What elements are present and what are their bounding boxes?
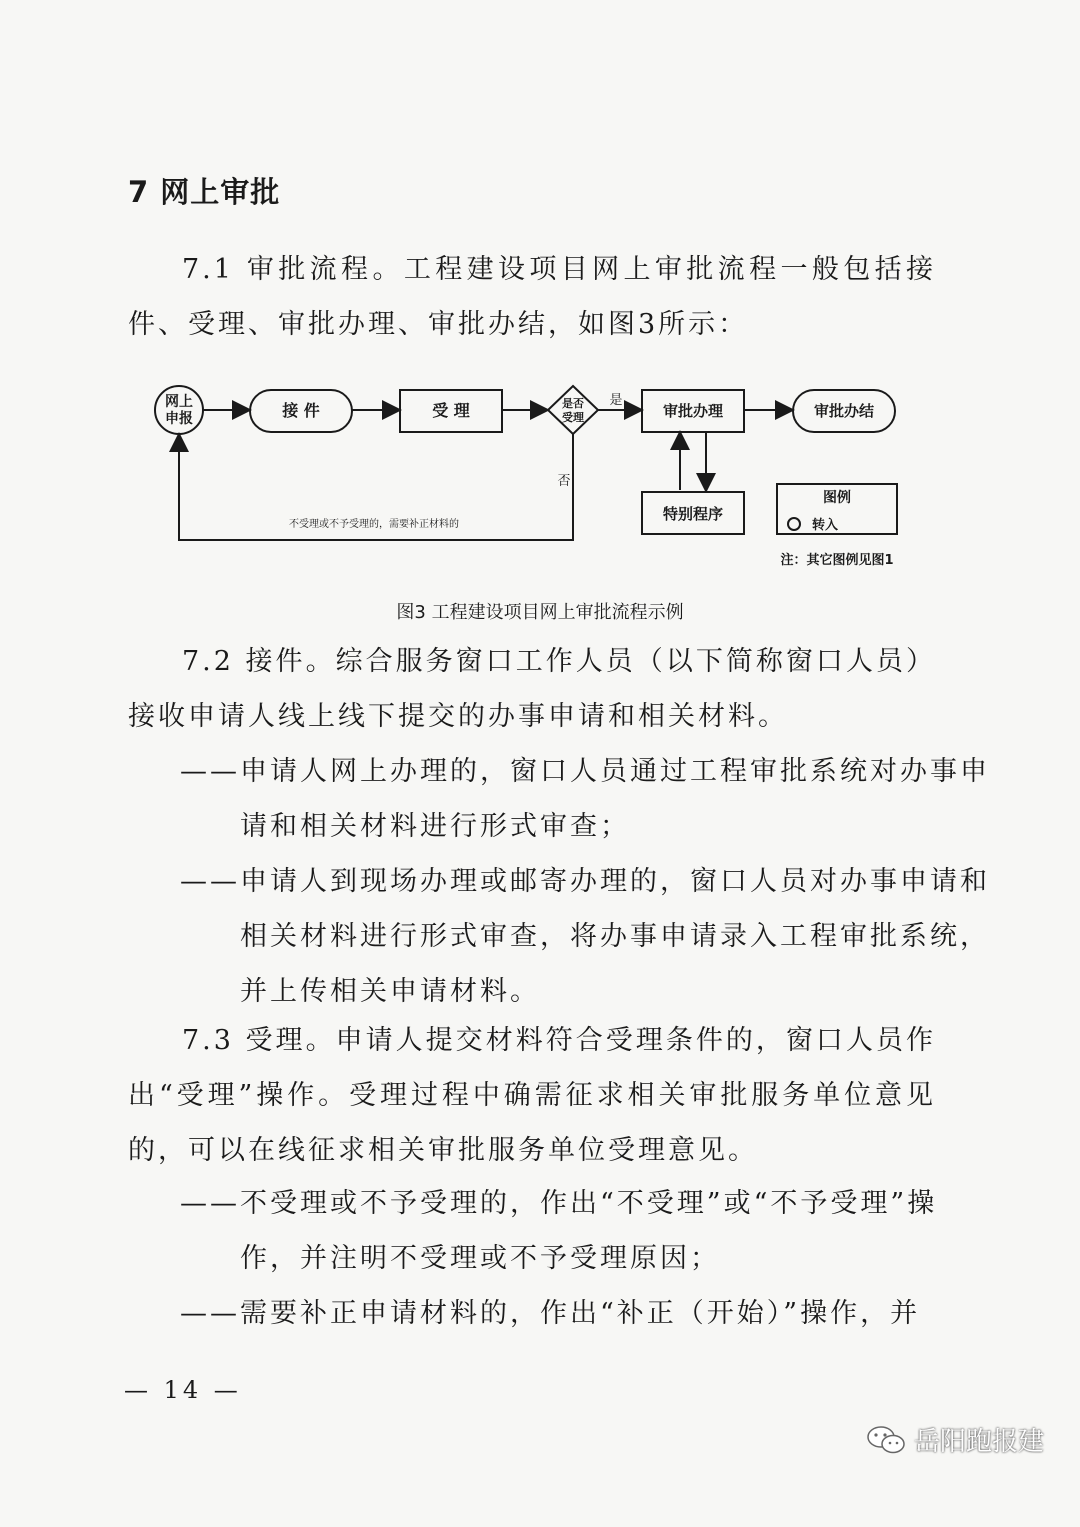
legend-title: 图例 <box>823 490 851 506</box>
section-heading: 7 网上审批 <box>128 175 281 209</box>
paragraph-7-1: 7.1 审批流程。工程建设项目网上审批流程一般包括接件、受理、审批办理、审批办结，如图3所示： <box>128 254 936 340</box>
paragraph-7-3: 7.3 受理。申请人提交材料符合受理条件的，窗口人员作出“受理”操作。受理过程中确需征求相关审批服务单位意见的，可以在线征求相关审批服务单位受理意见。 <box>128 1025 936 1166</box>
loop-label: 不受理或不予受理的，需要补正材料的 <box>289 519 459 530</box>
start-line1: 网上 <box>165 394 193 410</box>
accept-label: 受 理 <box>432 401 470 420</box>
watermark <box>866 1421 1044 1458</box>
finish-label: 审批办结 <box>813 402 875 420</box>
approve-label: 审批办理 <box>662 402 724 420</box>
decision-node <box>548 386 598 434</box>
legend-transfer-icon <box>788 518 800 530</box>
decision-line1: 是否 <box>562 397 584 410</box>
decision-line2: 受理 <box>562 411 584 424</box>
list-item: ——申请人网上办理的，窗口人员通过工程审批系统对办事申请和相关材料进行形式审查； <box>180 756 990 842</box>
wechat-icon <box>866 1424 906 1456</box>
figure-caption: 图3 工程建设项目网上审批流程示例 <box>396 602 684 623</box>
list-item: ——需要补正申请材料的，作出“补正（开始）”操作，并 <box>180 1298 921 1329</box>
legend-note: 注：其它图例见图1 <box>780 553 894 568</box>
list-item: ——不受理或不予受理的，作出“不受理”或“不予受理”操作，并注明不受理或不予受理原因； <box>180 1188 938 1274</box>
start-line2: 申报 <box>165 411 193 427</box>
page-number: — 14 — <box>124 1376 242 1404</box>
yes-label: 是 <box>609 393 623 408</box>
no-label: 否 <box>557 474 571 489</box>
receive-label: 接 件 <box>282 401 320 420</box>
watermark-text: 岳阳跑报建 <box>913 1427 1044 1457</box>
special-label: 特别程序 <box>662 505 724 523</box>
paragraph-7-2: 7.2 接件。综合服务窗口工作人员（以下简称窗口人员）接收申请人线上线下提交的办事申请和相关材料。 <box>128 646 936 732</box>
legend-item-label: 转入 <box>811 518 839 533</box>
approval-flowchart <box>150 372 910 572</box>
list-item: ——申请人到现场办理或邮寄办理的，窗口人员对办事申请和相关材料进行形式审查，将办事申请录入工程审批系统，并上传相关申请材料。 <box>180 866 990 1007</box>
